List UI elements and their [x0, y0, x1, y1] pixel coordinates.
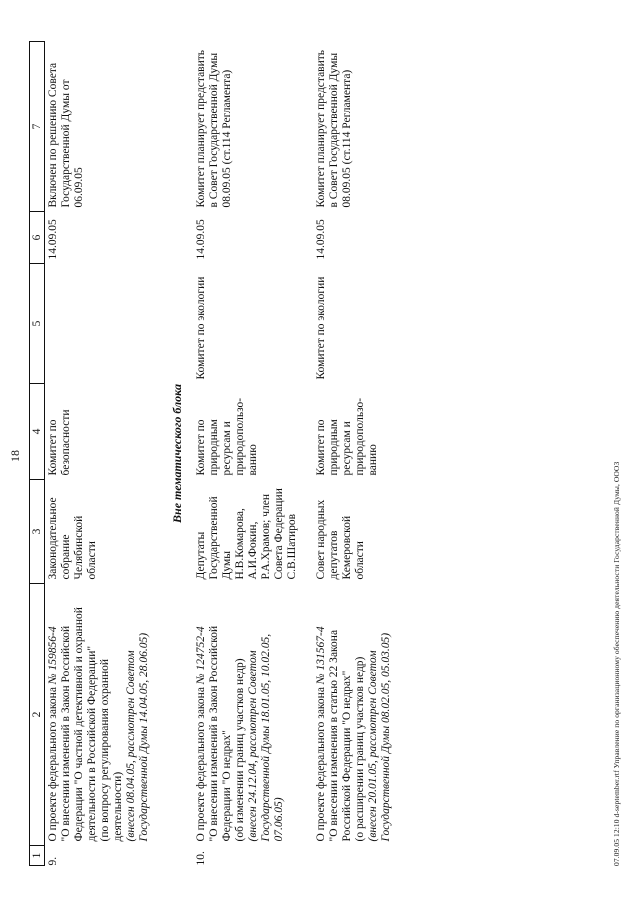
column-header: 3 — [30, 480, 45, 584]
bill-title: "О внесении изменений в Закон Российской Федерации "О недрах" — [208, 625, 233, 842]
table-row — [313, 42, 407, 866]
bill-note: (внесен 24.12.04, рассмотрен Советом Государственной Думы 18.01.05, 10.02.05, 07.06.05) — [247, 633, 285, 842]
page-number: 18 — [8, 450, 22, 462]
header-row — [30, 42, 45, 866]
section-title: Вне тематического блока — [170, 384, 184, 523]
column-header: 1 — [30, 846, 45, 866]
bill-number: № 131567-4 — [315, 626, 327, 685]
bill-subject: (по вопросу регулирования охранной деятельности) — [99, 658, 124, 842]
column-header: 2 — [30, 584, 45, 846]
bill-subject: (о расширении границ участков недр) — [354, 656, 366, 842]
bill-description — [45, 584, 166, 846]
initiator: Законодательное собрание Челябинской области — [47, 497, 98, 580]
bill-number: № 159856-4 — [47, 626, 59, 685]
row-number: 9. — [47, 856, 59, 866]
responsible-committee: Комитет по безопасности — [47, 409, 72, 476]
review-date: 14.09.05 — [315, 219, 327, 260]
initiator: Совет народных депутатов Кемеровской области — [315, 499, 366, 580]
bill-lead: О проекте федерального закона — [315, 687, 327, 842]
review-date: 14.09.05 — [47, 219, 59, 260]
status-note: Комитет планирует представить в Совет Государственной Думы 08.09.05 (ст.114 Регламента) — [195, 49, 233, 208]
co-committee: Комитет по экологии — [315, 276, 327, 380]
responsible-committee: Комитет по природным ресурсам и природопользо-ванию — [315, 397, 379, 476]
section-row — [165, 42, 193, 866]
status-note: Комитет планирует представить в Совет Государственной Думы 08.09.05 (ст.114 Регламента) — [315, 49, 353, 208]
co-committee: Комитет по экологии — [195, 276, 207, 380]
table-row — [45, 42, 166, 866]
bill-note: (внесен 08.04.05, рассмотрен Советом Государственной Думы 14.04.05, 28.06.05) — [125, 632, 150, 842]
column-header: 6 — [30, 212, 45, 264]
review-date: 14.09.05 — [195, 219, 207, 260]
column-header: 7 — [30, 42, 45, 212]
responsible-committee: Комитет по природным ресурсам и природопользо-ванию — [195, 397, 259, 476]
bill-description — [193, 584, 313, 846]
co-committee — [45, 264, 166, 384]
status-note: Включен по решению Совета Государственной Думы от 06.09.05 — [47, 62, 85, 208]
bill-title: "О внесении изменения в статью 22 Закона Российской Федерации "О недрах" — [328, 629, 353, 842]
bill-note: (внесен 20.01.05, рассмотрен Советом Государственной Думы 08.02.05, 05.03.05) — [367, 632, 392, 842]
column-header: 4 — [30, 384, 45, 480]
agenda-table — [29, 41, 407, 866]
document-footer: 07.09.05 12:10 d-september.rtf Управление по организационному обеспечению деятельности Государственной Думы, ООО3 — [612, 461, 621, 866]
row-number: 10. — [195, 851, 207, 866]
row-number — [313, 846, 407, 866]
bill-description — [313, 584, 407, 846]
initiator: Депутаты Государственной Думы Н.В.Комарова, А.И.Фокин, Р.А.Храмов; член Совета Федерации С.В.Шатиров — [195, 488, 298, 580]
table-row — [193, 42, 313, 866]
column-header: 5 — [30, 264, 45, 384]
bill-subject: (об изменении границ участков недр) — [234, 658, 246, 842]
bill-lead: О проекте федерального закона — [195, 687, 207, 842]
bill-lead: О проекте федерального закона — [47, 687, 59, 842]
bill-title: "О внесении изменений в Закон Российской Федерации "О частной детективной и охранной деятельности в Российской Федерации" — [60, 607, 98, 842]
bill-number: № 124752-4 — [195, 626, 207, 685]
